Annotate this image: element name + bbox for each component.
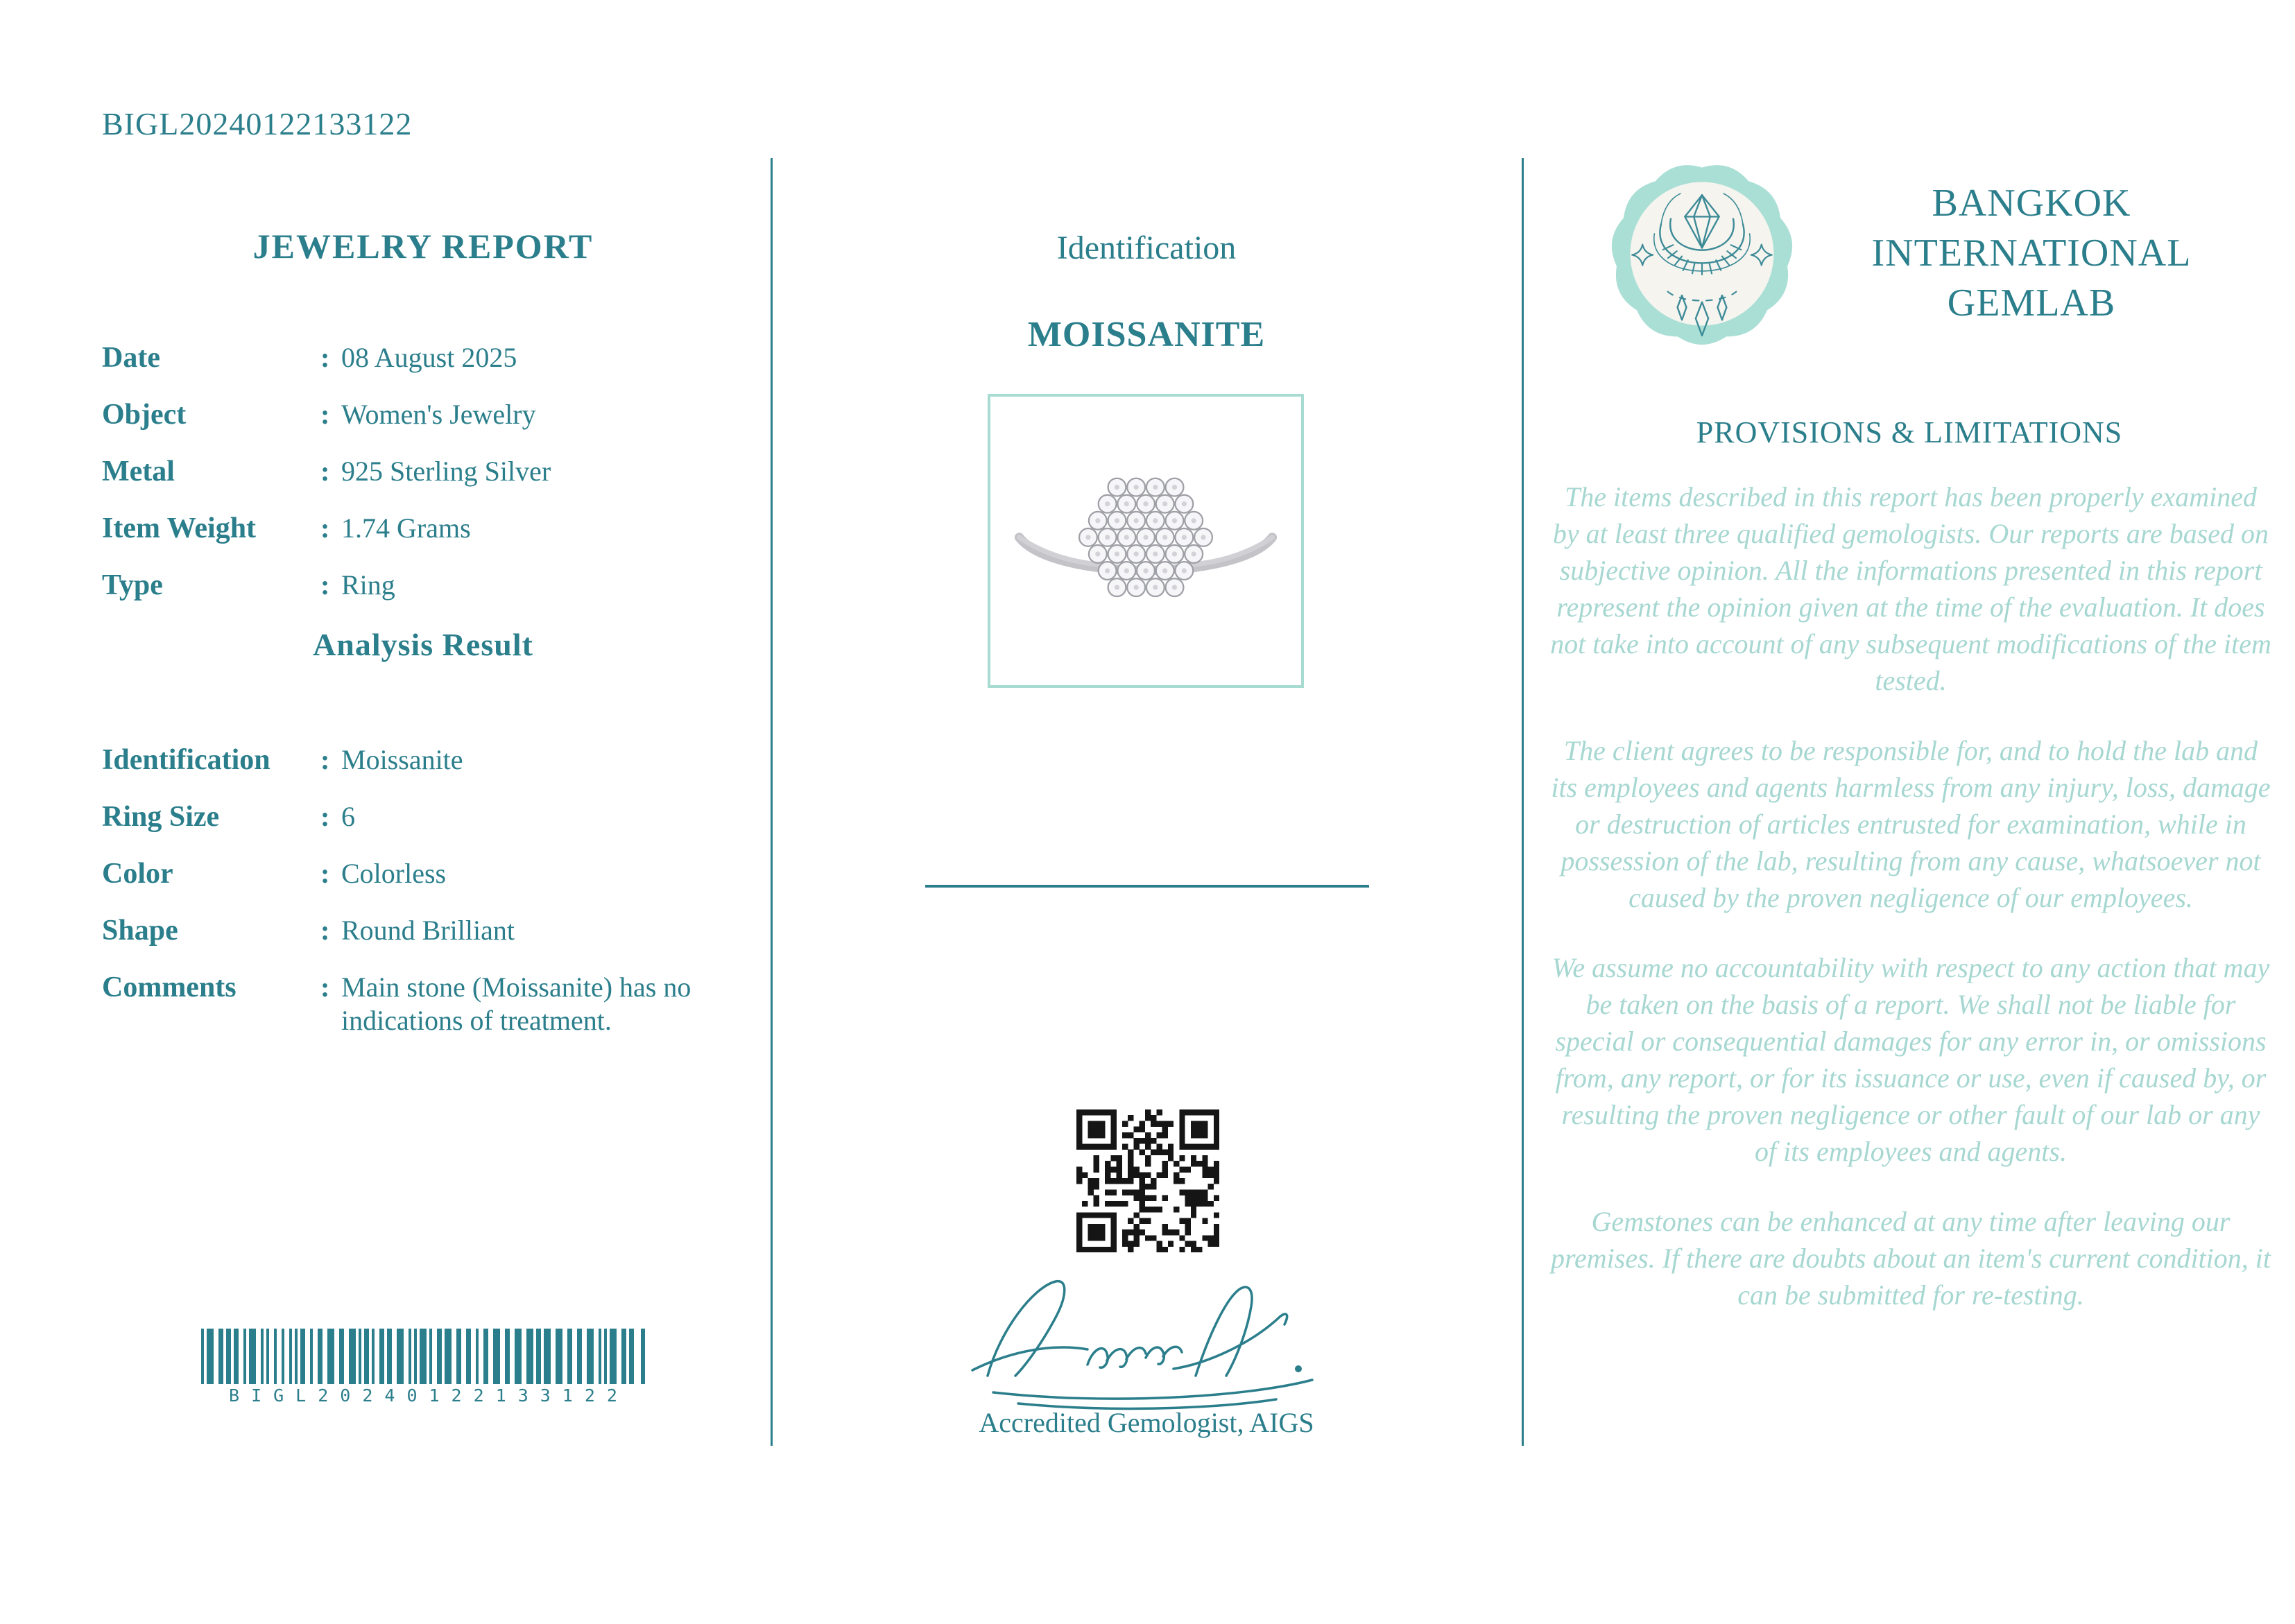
signer-title: Accredited Gemologist, AIGS (979, 1407, 1314, 1438)
detail-label: Type (102, 569, 163, 601)
barcode-text: BIGL20240122133122 (229, 1385, 629, 1406)
provision-paragraph: We assume no accountability with respect to any action that may be taken on the basis of a report. We shall not be liable for special or consequential damages for any error in, or omissions from, any report, or for its issuance or use, even if caused by, or resulting the proven negligence or other fault of our lab or any of its employees and agents. (1552, 952, 2270, 1167)
detail-value: 925 Sterling Silver (341, 456, 551, 487)
colon-separator: : (320, 569, 330, 601)
detail-row (102, 569, 747, 602)
item-details-table (102, 341, 747, 625)
lab-header (1609, 161, 2268, 347)
colon-separator: : (320, 342, 330, 373)
identification-heading: Identification (1056, 230, 1237, 266)
analysis-value: 6 (341, 801, 355, 832)
colon-separator: : (320, 858, 330, 889)
analysis-row (102, 914, 747, 947)
colon-separator: : (320, 801, 330, 832)
detail-label: Item Weight (102, 512, 257, 544)
colon-separator: : (320, 512, 330, 544)
lab-name-line: BANGKOK (1932, 182, 2131, 225)
detail-value: 1.74 Grams (341, 512, 471, 544)
colon-separator: : (320, 456, 330, 487)
analysis-label: Comments (102, 971, 237, 1003)
provision-paragraph: The items described in this report has been properly examined by at least three qualified gemologists. Our reports are based on subjective opinion. All the informations presented in this report represent the opinion given at the time of the evaluation. It does not take into account of any subsequent modifications of the item tested. (1550, 481, 2271, 696)
analysis-value: Moissanite (341, 744, 463, 775)
report-number: BIGL20240122133122 (102, 106, 413, 141)
provision-paragraph: Gemstones can be enhanced at any time after leaving our premises. If there are doubts about an item's current condition, it can be submitted for re-testing. (1550, 1206, 2271, 1311)
jewelry-photo-frame (988, 394, 1304, 688)
analysis-result-table (102, 743, 747, 1061)
detail-row (102, 455, 747, 488)
lab-name-line: GEMLAB (1947, 281, 2116, 325)
detail-row (102, 341, 747, 374)
analysis-label: Shape (102, 915, 178, 947)
analysis-result-title: Analysis Result (313, 627, 533, 662)
provision-paragraph: The client agrees to be responsible for, and to hold the lab and its employees and agents harmless from any injury, loss, damage or destruction of articles entrusted for examination, while in possession of the lab, resulting from any cause, whatsoever not caused by the proven negligence of our employees. (1551, 735, 2271, 913)
detail-label: Object (102, 399, 187, 431)
report-title: JEWELRY REPORT (252, 227, 594, 266)
detail-value: Women's Jewelry (341, 399, 536, 430)
detail-value: 08 August 2025 (341, 342, 517, 373)
qr-code (1076, 1109, 1219, 1252)
signature-rule (925, 885, 1369, 888)
analysis-value: Main stone (Moissanite) has no indications of treatment. (341, 971, 691, 1036)
analysis-label: Ring Size (102, 801, 220, 833)
analysis-row (102, 857, 747, 890)
barcode-block (97, 1329, 749, 1406)
analysis-label: Identification (102, 744, 270, 776)
detail-row (102, 512, 747, 545)
analysis-row (102, 743, 747, 777)
colon-separator: : (320, 971, 330, 1003)
analysis-row (102, 800, 747, 833)
stone-name: MOISSANITE (1027, 315, 1266, 354)
provisions-paragraphs (1550, 478, 2271, 1347)
ring-photo-illustration (1004, 431, 1288, 651)
provisions-title: PROVISIONS & LIMITATIONS (1696, 415, 2123, 449)
lab-name (1795, 179, 2268, 328)
lab-logo-badge (1609, 161, 1795, 347)
lab-name-line: INTERNATIONAL (1871, 232, 2192, 275)
analysis-value: Round Brilliant (341, 915, 515, 946)
detail-row (102, 398, 747, 431)
analysis-label: Color (102, 858, 173, 890)
barcode (201, 1329, 645, 1384)
detail-label: Metal (102, 456, 175, 487)
colon-separator: : (320, 915, 330, 946)
colon-separator: : (320, 744, 330, 775)
detail-label: Date (102, 342, 160, 374)
column-divider-right (1522, 158, 1524, 1446)
analysis-value: Colorless (341, 858, 447, 889)
colon-separator: : (320, 399, 330, 430)
detail-value: Ring (341, 569, 395, 601)
analysis-row (102, 971, 747, 1037)
gemologist-signature (952, 1266, 1354, 1412)
